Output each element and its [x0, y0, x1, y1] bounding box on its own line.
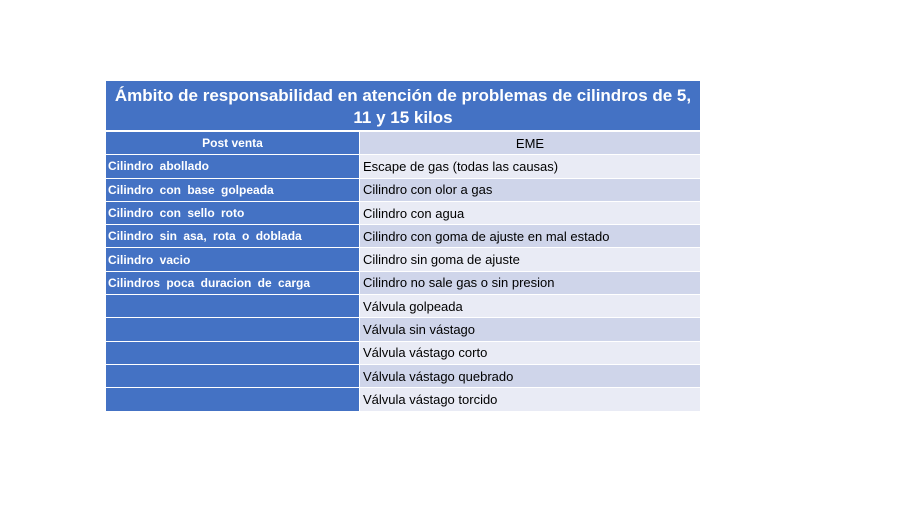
- post-venta-cell: [106, 365, 360, 387]
- eme-cell: Válvula vástago corto: [360, 342, 700, 364]
- eme-cell: Escape de gas (todas las causas): [360, 155, 700, 177]
- table-row: [106, 202, 700, 225]
- responsibility-table: [106, 81, 700, 412]
- table-row: [106, 225, 700, 248]
- post-venta-cell: [106, 388, 360, 410]
- table-row: [106, 272, 700, 295]
- table-row: [106, 365, 700, 388]
- eme-cell: Cilindro con agua: [360, 202, 700, 224]
- header-post-venta: Post venta: [106, 132, 360, 154]
- eme-cell: Válvula golpeada: [360, 295, 700, 317]
- table-row: [106, 295, 700, 318]
- header-eme: EME: [360, 132, 700, 154]
- table-title: Ámbito de responsabilidad en atención de problemas de cilindros de 5, 11 y 15 kilos: [106, 81, 700, 132]
- eme-cell: Cilindro con goma de ajuste en mal estado: [360, 225, 700, 247]
- eme-cell: Cilindro sin goma de ajuste: [360, 248, 700, 270]
- table-row: [106, 318, 700, 341]
- post-venta-cell: [106, 342, 360, 364]
- post-venta-cell: Cilindro abollado: [106, 155, 360, 177]
- table-row: [106, 179, 700, 202]
- eme-cell: Válvula sin vástago: [360, 318, 700, 340]
- table-row: [106, 388, 700, 411]
- post-venta-cell: Cilindro con sello roto: [106, 202, 360, 224]
- table-row: [106, 155, 700, 178]
- eme-cell: Válvula vástago torcido: [360, 388, 700, 410]
- eme-cell: Cilindro no sale gas o sin presion: [360, 272, 700, 294]
- eme-cell: Cilindro con olor a gas: [360, 179, 700, 201]
- post-venta-cell: Cilindro vacio: [106, 248, 360, 270]
- post-venta-cell: Cilindro con base golpeada: [106, 179, 360, 201]
- eme-cell: Válvula vástago quebrado: [360, 365, 700, 387]
- post-venta-cell: Cilindro sin asa, rota o doblada: [106, 225, 360, 247]
- post-venta-cell: [106, 318, 360, 340]
- table-header-row: [106, 132, 700, 155]
- table-row: [106, 248, 700, 271]
- table-row: [106, 342, 700, 365]
- post-venta-cell: Cilindros poca duracion de carga: [106, 272, 360, 294]
- post-venta-cell: [106, 295, 360, 317]
